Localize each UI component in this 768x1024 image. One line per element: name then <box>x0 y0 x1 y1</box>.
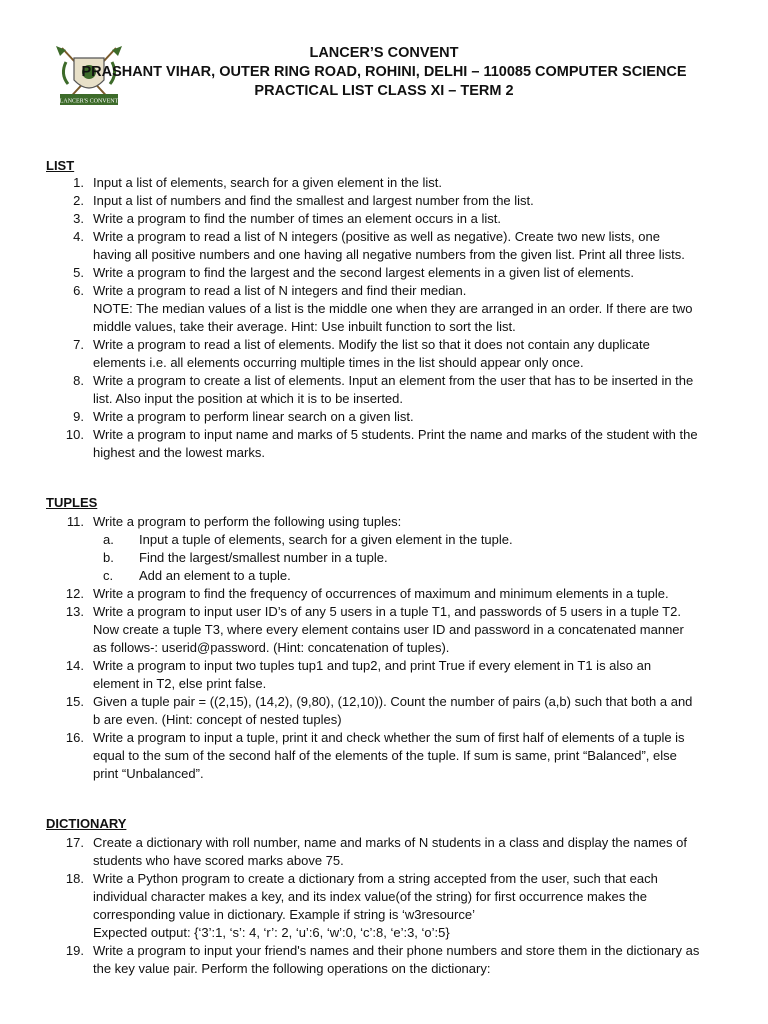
list-item: 1. Input a list of elements, search for a given element in the list. <box>73 175 443 190</box>
list-subitem: a. Input a tuple of elements, search for a given element in the tuple. <box>103 532 513 547</box>
list-item: 18. Write a Python program to create a dictionary from a string accepted from the user, such that each individual character makes a key, and its index value(of the string) for first occurrence makes the corresponding value in dictionary. Example if string is ‘w3resource’ Expected output: {‘3’:1, ‘s’: 4, ‘r’: 2, ‘u’:6, ‘w’:0, ‘c’:8, ‘e’:3, ‘o’:5} <box>46 870 700 942</box>
school-name: LANCER’S CONVENT <box>309 45 459 61</box>
list-item: 14. Write a program to input two tuples tup1 and tup2, and print True if every element in T1 is also an element in T2, else print false. <box>65 658 652 691</box>
logo-ribbon-text: LANCER'S CONVENT <box>59 98 119 105</box>
list-item: 7. Write a program to read a list of elements. Modify the list so that it does not contain any duplicate elements i.e. all elements occurring multiple times in the list should appear only once. <box>73 337 650 370</box>
list-item: 6. Write a program to read a list of N integers and find their median. NOTE: The median values of a list is the middle one when they are arranged in an order. If there are two middle values, take their average. Hint: Use inbuilt function to sort the list. <box>46 282 700 336</box>
list-item: 4. Write a program to read a list of N integers (positive as well as negative). Create two new lists, one having all positive numbers and one having all negative numbers from the given list. Print all three lists. <box>73 229 685 262</box>
tuple-questions-continued <box>46 585 700 783</box>
document-title: PRACTICAL LIST CLASS XI – TERM 2 <box>254 83 514 99</box>
list-item: 17. Create a dictionary with roll number, name and marks of N students in a class and display the names of students who have scored marks above 75. <box>65 835 687 868</box>
list-item: 2. Input a list of numbers and find the smallest and largest number from the list. <box>73 193 534 208</box>
list-item: 13. Write a program to input user ID’s of any 5 users in a tuple T1, and passwords of 5 users in a tuple T2. Now create a tuple T3, where every element contains user ID and password in a concatenated manner as follows-: userid@password. (Hint: concatenation of tuples). <box>65 604 684 655</box>
school-address: PRASHANT VIHAR, OUTER RING ROAD, ROHINI, DELHI – 110085 COMPUTER SCIENCE <box>81 64 687 80</box>
list-subitem: c. Add an element to a tuple. <box>103 568 291 583</box>
list-item: 8. Write a program to create a list of elements. Input an element from the user that has to be inserted in the list. Also input the position at which it is to be inserted. <box>73 373 694 406</box>
document-header <box>0 44 768 101</box>
list-item: 9. Write a program to perform linear search on a given list. <box>73 409 414 424</box>
list-item: 3. Write a program to find the number of times an element occurs in a list. <box>73 211 501 226</box>
list-item: 11. Write a program to perform the following using tuples: <box>66 514 402 529</box>
dictionary-questions <box>46 834 700 978</box>
list-item-note: NOTE: The median values of a list is the middle one when they are arranged in an order. If there are two middle values, take their average. Hint: Use inbuilt function to sort the list. <box>93 301 693 334</box>
section-title-tuples: TUPLES <box>46 495 98 510</box>
list-item-note: Expected output: {‘3’:1, ‘s’: 4, ‘r’: 2, ‘u’:6, ‘w’:0, ‘c’:8, ‘e’:3, ‘o’:5} <box>93 925 450 940</box>
section-title-list: LIST <box>46 158 75 173</box>
tuple-questions <box>46 513 700 531</box>
list-item: 15. Given a tuple pair = ((2,15), (14,2), (9,80), (12,10)). Count the number of pairs (a,b) such that both a and b are even. (Hint: concept of nested tuples) <box>65 694 693 727</box>
list-questions <box>46 174 700 462</box>
list-item: 5. Write a program to find the largest and the second largest elements in a given list of elements. <box>73 265 634 280</box>
tuple-subquestions <box>46 531 700 585</box>
list-subitem: b. Find the largest/smallest number in a tuple. <box>103 550 388 565</box>
section-title-dictionary: DICTIONARY <box>46 816 127 831</box>
list-item: 16. Write a program to input a tuple, print it and check whether the sum of first half of elements of a tuple is equal to the sum of the second half of the elements of the tuple. If sum is same, print “Balanced”, else print “Unbalanced”. <box>65 730 685 781</box>
list-item: 19. Write a program to input your friend's names and their phone numbers and store them in the dictionary as the key value pair. Perform the following operations on the dictionary: <box>65 943 700 976</box>
list-item: 12. Write a program to find the frequency of occurrences of maximum and minimum elements in a tuple. <box>65 586 669 601</box>
list-item: 10. Write a program to input name and marks of 5 students. Print the name and marks of the student with the highest and the lowest marks. <box>65 427 698 460</box>
